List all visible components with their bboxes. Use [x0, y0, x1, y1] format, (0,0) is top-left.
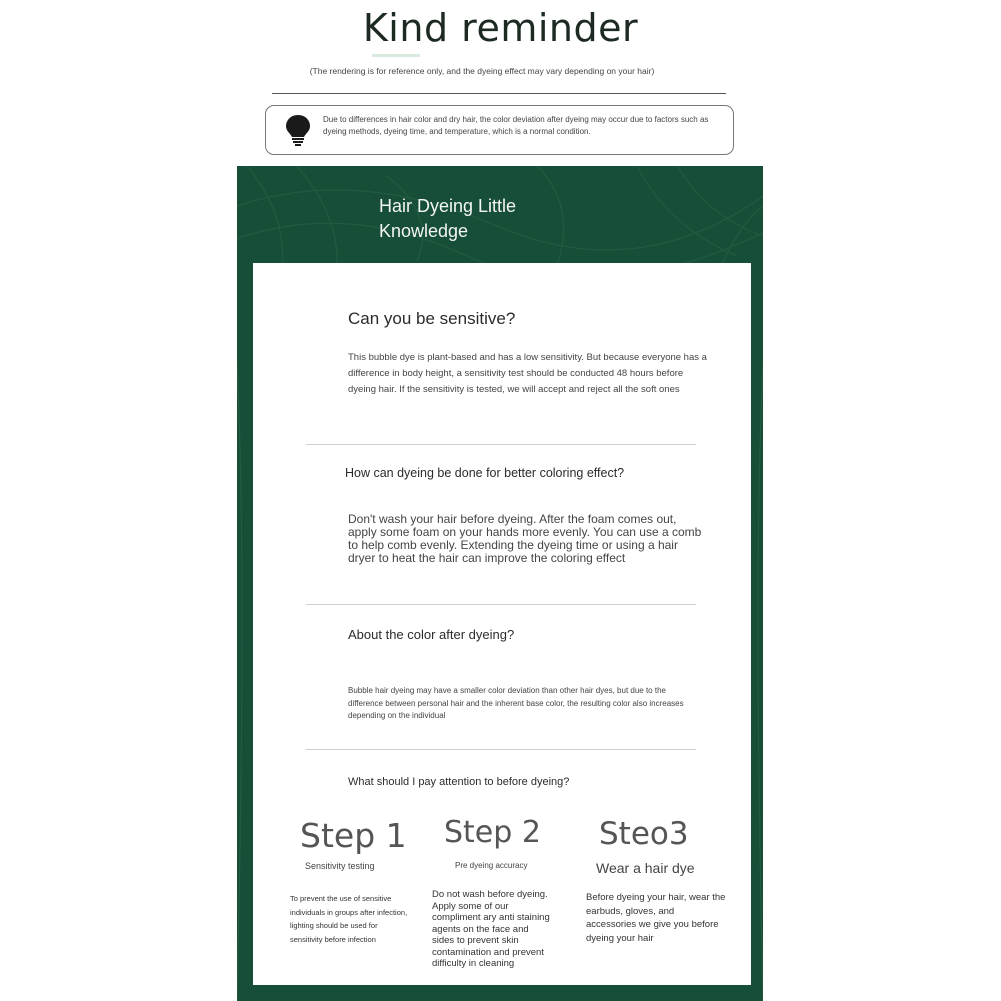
knowledge-title: [379, 194, 599, 244]
notice-box: [265, 105, 734, 155]
section-divider: [306, 604, 696, 605]
faq-question-attention: What should I pay attention to before dyeing?: [348, 776, 570, 788]
lightbulb-icon: [284, 113, 312, 147]
faq-question-sensitivity: Can you be sensitive?: [348, 309, 516, 328]
header-divider: [272, 93, 726, 94]
knowledge-title-line1: Hair Dyeing Little: [379, 196, 517, 216]
faq-answer-color-after: Bubble hair dyeing may have a smaller color deviation than other hair dyes, but due to the difference between personal hair and the inherent base color, the resulting color also increases depending on the individual: [348, 686, 684, 720]
step-2-subtitle: Pre dyeing accuracy: [455, 861, 528, 870]
section-divider: [306, 749, 696, 750]
faq-answer-coloring: Don't wash your hair before dyeing. After the foam comes out, apply some foam on your hands more evenly. You can use a comb to help comb evenly. Extending the dyeing time or using a hair dryer to heat the hair can improve the coloring effect: [348, 512, 702, 565]
section-divider: [306, 444, 696, 445]
step-3-title: Steo3: [599, 816, 689, 852]
notice-text: Due to differences in hair color and dry hair, the color deviation after dyeing may occur due to factors such as dyeing methods, dyeing time, and temperature, which is a normal condition.: [323, 115, 709, 136]
step-3-subtitle: Wear a hair dye: [596, 860, 695, 876]
title-accent-underline: [372, 54, 420, 57]
page-subtitle: (The rendering is for reference only, and the dyeing effect may vary depending on your hair): [309, 66, 655, 76]
faq-question-color-after: About the color after dyeing?: [348, 627, 515, 642]
knowledge-title-line2: Knowledge: [379, 221, 469, 241]
step-1-text: To prevent the use of sensitive individuals in groups after infection, lighting should be used for sensitivity before infection: [290, 894, 408, 944]
step-1-title: Step 1: [300, 816, 407, 855]
page-title: Kind reminder: [362, 6, 639, 50]
knowledge-panel: [237, 166, 763, 1001]
step-3-text: Before dyeing your hair, wear the earbuds, gloves, and accessories we give you before dyeing your hair: [586, 892, 726, 944]
step-1-subtitle: Sensitivity testing: [305, 861, 375, 871]
step-2-title: Step 2: [444, 815, 541, 850]
knowledge-card: [253, 263, 751, 985]
faq-question-coloring: How can dyeing be done for better coloring effect?: [345, 466, 625, 480]
step-2-text: Do not wash before dyeing. Apply some of our compliment ary anti staining agents on the face and sides to prevent skin contamination and prevent difficulty in cleaning: [432, 889, 550, 969]
faq-answer-sensitivity: This bubble dye is plant-based and has a low sensitivity. But because everyone has a difference in body height, a sensitivity test should be conducted 48 hours before dyeing hair. If the sensitivity is tested, we will accept and reject all the soft ones: [348, 352, 707, 395]
